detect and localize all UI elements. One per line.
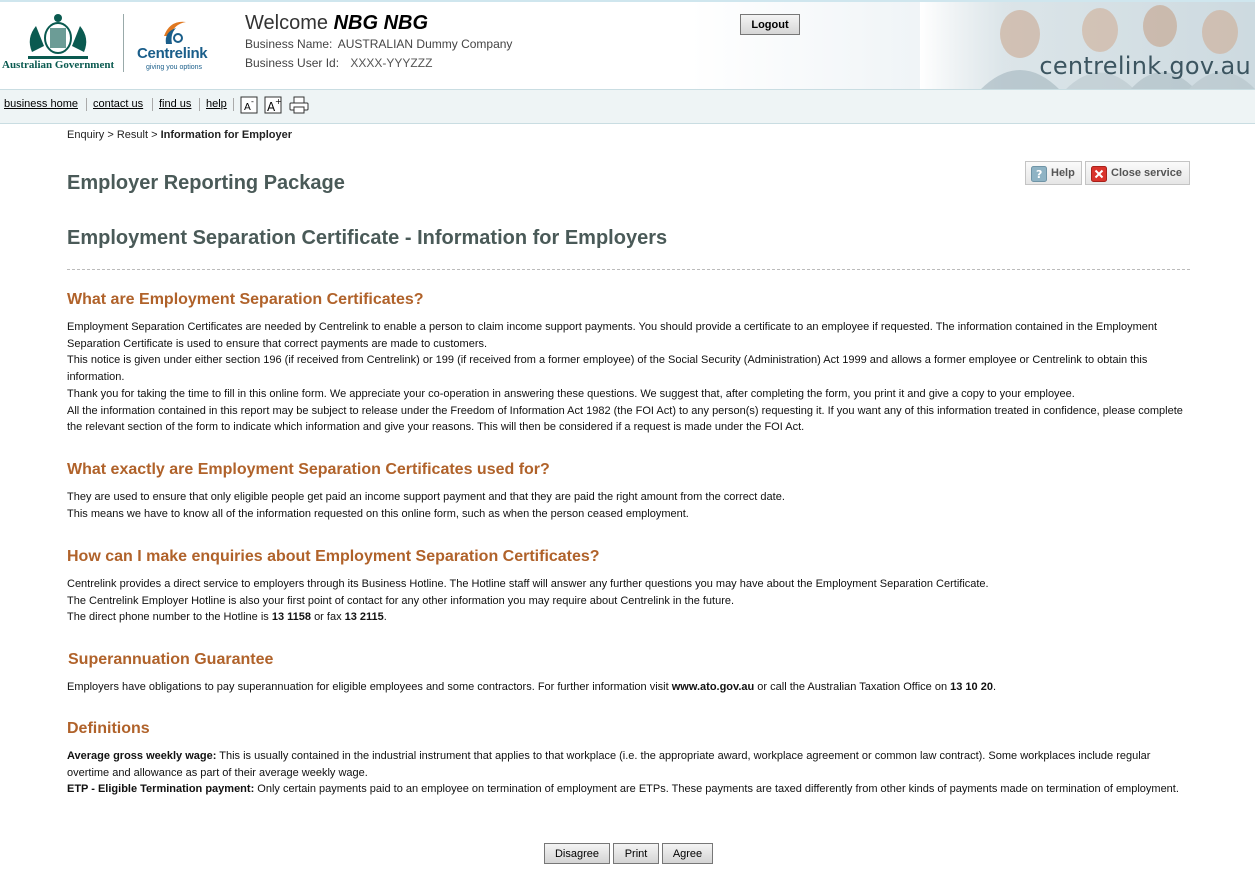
paragraph: This notice is given under either section 196 (if received from Centrelink) or 199 (if received from a former employee) of the Social Security (Administration) Act 1999 and allows a former employee or Centrelink to obtain this information. bbox=[67, 354, 1148, 384]
paragraph: This means we have to know all of the information requested on this online form, such as when the person ceased employment. bbox=[67, 507, 689, 520]
breadcrumb-current: Information for Employer bbox=[160, 129, 293, 141]
business-name-line bbox=[245, 37, 512, 51]
definition-term: Average gross weekly wage: bbox=[67, 750, 217, 762]
site-header bbox=[0, 0, 1255, 90]
section-body-what-are bbox=[67, 319, 1192, 436]
paragraph bbox=[67, 609, 1192, 626]
breadcrumb-item[interactable]: Enquiry bbox=[67, 129, 105, 141]
super-mid: or call the Australian Taxation Office on bbox=[757, 681, 948, 693]
print-button[interactable]: Print bbox=[613, 843, 659, 864]
section-heading-super: Superannuation Guarantee bbox=[68, 651, 274, 668]
svg-text:A: A bbox=[244, 102, 251, 113]
section-body-definitions bbox=[67, 748, 1192, 798]
hotline-mid: or fax bbox=[314, 611, 342, 624]
ato-phone: 13 10 20 bbox=[950, 681, 993, 693]
text-larger-icon[interactable] bbox=[264, 96, 282, 114]
nav-separator bbox=[233, 98, 234, 111]
nav-business-home[interactable]: business home bbox=[4, 98, 78, 110]
section-heading-used-for: What exactly are Employment Separation Certificates used for? bbox=[67, 461, 550, 478]
svg-text:?: ? bbox=[1036, 168, 1043, 181]
section-body-super bbox=[67, 679, 1192, 696]
welcome-prefix: Welcome bbox=[245, 12, 328, 34]
gov-label: Australian Government bbox=[2, 59, 115, 71]
nav-separator bbox=[199, 98, 200, 111]
svg-text:-: - bbox=[251, 97, 254, 106]
section-heading-what-are: What are Employment Separation Certificates? bbox=[67, 291, 424, 308]
package-heading: Employer Reporting Package bbox=[67, 172, 345, 194]
nav-help[interactable]: help bbox=[206, 98, 227, 110]
hotline-suffix: . bbox=[383, 611, 387, 624]
brand-tagline: giving you options bbox=[146, 64, 203, 71]
hotline-prefix: The direct phone number to the Hotline is bbox=[67, 611, 269, 624]
printer-icon[interactable] bbox=[289, 96, 309, 114]
svg-text:A: A bbox=[267, 100, 276, 114]
business-id-line bbox=[245, 56, 432, 70]
breadcrumb-separator: > bbox=[107, 129, 114, 141]
dashed-divider bbox=[67, 269, 1190, 270]
definition-term: ETP - Eligible Termination payment: bbox=[67, 783, 255, 796]
agree-button[interactable]: Agree bbox=[662, 843, 713, 864]
breadcrumb bbox=[67, 129, 292, 141]
nav-separator bbox=[86, 98, 87, 111]
breadcrumb-separator: > bbox=[151, 129, 158, 141]
breadcrumb-item[interactable]: Result bbox=[116, 129, 149, 141]
page-title: Employment Separation Certificate - Information for Employers bbox=[67, 227, 668, 249]
site-url: centrelink.gov.au bbox=[1039, 52, 1251, 80]
paragraph: Thank you for taking the time to fill in this online form. We appreciate your co-operation in answering these questions. We suggest that, after completing the form, you print it and give a copy to your employee. bbox=[67, 387, 1075, 400]
help-button[interactable] bbox=[1025, 161, 1082, 185]
section-body-enquiries bbox=[67, 576, 1192, 626]
paragraph: All the information contained in this report may be subject to release under the Freedom of Information Act 1982 (the FOI Act) to any person(s) requesting it. If you want any of this information treated in confidence, please complete the relevant section of the form to indicate which information and give your reasons. This will then be considered if a request is made under the FOI Act. bbox=[67, 404, 1183, 434]
definition-text: Only certain payments paid to an employee on termination of employment are ETPs. These payments are taxed differently from other kinds of payments made on termination of employment. bbox=[257, 783, 1179, 796]
definition bbox=[67, 748, 1192, 781]
user-name: NBG NBG bbox=[333, 12, 429, 34]
paragraph bbox=[67, 679, 1192, 696]
brand-name: Centrelink bbox=[137, 45, 208, 62]
help-label: Help bbox=[1051, 167, 1075, 179]
logout-button[interactable]: Logout bbox=[740, 14, 800, 35]
business-name-value: AUSTRALIAN Dummy Company bbox=[337, 37, 513, 51]
disagree-button[interactable]: Disagree bbox=[544, 843, 610, 864]
close-service-button[interactable] bbox=[1085, 161, 1190, 185]
nav-separator bbox=[152, 98, 153, 111]
paragraph: They are used to ensure that only eligible people get paid an income support payment and that they are paid the right amount from the correct date. bbox=[67, 491, 785, 503]
paragraph: Employment Separation Certificates are needed by Centrelink to enable a person to claim income support payments. You should provide a certificate to an employee if requested. The information contained in the Employment Separation Certificate is used to ensure that correct payments are made to customers. bbox=[67, 321, 1158, 350]
top-nav-bar bbox=[0, 89, 1255, 124]
definition-text: This is usually contained in the industrial instrument that applies to that workplace (i.e. the appropriate award, workplace agreement or common law contract). Some workplaces include regular overtime and allowance as part of their average weekly wage. bbox=[67, 750, 1151, 779]
definition bbox=[67, 781, 1192, 798]
business-id-value: XXXX-YYYZZZ bbox=[350, 56, 433, 70]
hotline-fax: 13 2115 bbox=[344, 611, 384, 624]
section-heading-definitions: Definitions bbox=[67, 720, 150, 737]
ato-url: www.ato.gov.au bbox=[671, 681, 755, 693]
welcome-message bbox=[245, 12, 428, 35]
section-heading-enquiries: How can I make enquiries about Employment Separation Certificates? bbox=[67, 548, 600, 565]
paragraph: Centrelink provides a direct service to employers through its Business Hotline. The Hotline staff will answer any further questions you may have about the Employment Separation Certificate. bbox=[67, 578, 989, 590]
logo-divider bbox=[123, 14, 124, 72]
super-prefix: Employers have obligations to pay superannuation for eligible employees and some contractors. For further information visit bbox=[67, 681, 669, 693]
super-suffix: . bbox=[992, 681, 997, 693]
paragraph: The Centrelink Employer Hotline is also your first point of contact for any other information you may require about Centrelink in the future. bbox=[67, 594, 735, 607]
section-body-used-for bbox=[67, 489, 1192, 522]
text-smaller-icon[interactable] bbox=[240, 96, 258, 114]
business-name-label: Business Name: bbox=[245, 37, 333, 51]
help-icon bbox=[1031, 166, 1047, 182]
svg-text:+: + bbox=[275, 97, 282, 106]
close-icon bbox=[1091, 166, 1107, 182]
nav-contact-us[interactable]: contact us bbox=[93, 98, 144, 110]
nav-find-us[interactable]: find us bbox=[159, 98, 192, 110]
close-service-label: Close service bbox=[1111, 167, 1182, 179]
hotline-phone: 13 1158 bbox=[271, 611, 311, 624]
business-id-label: Business User Id: bbox=[245, 56, 340, 70]
